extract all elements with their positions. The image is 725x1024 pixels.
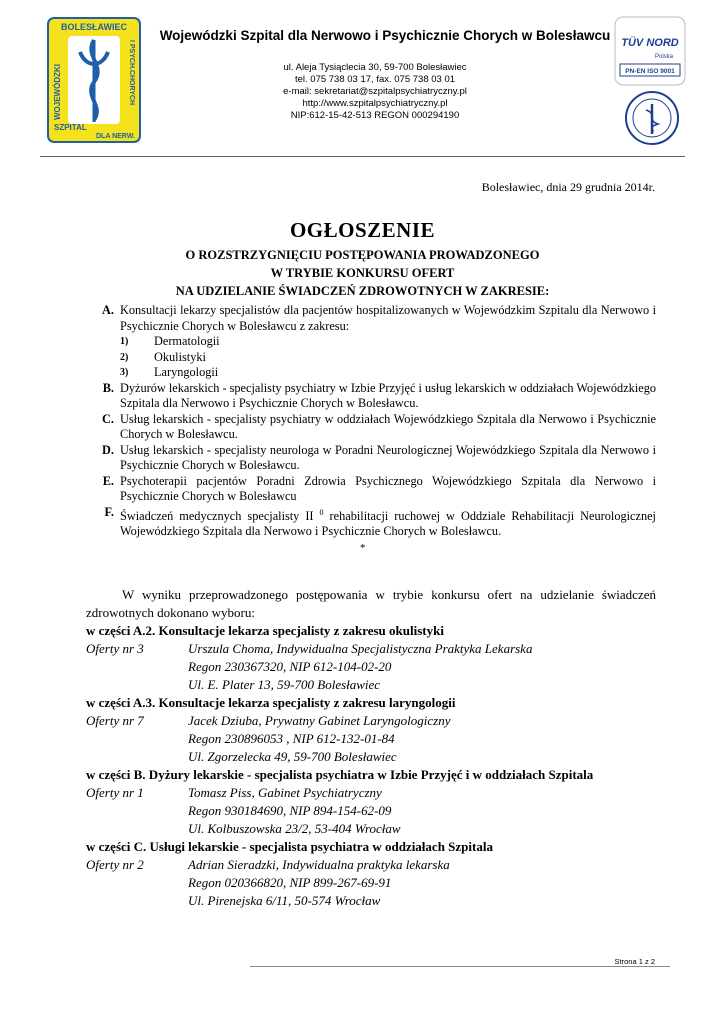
document-title: OGŁOSZENIE (289, 218, 436, 242)
offer-detail: Regon 230896053 , NIP 612-132-01-84 (188, 731, 395, 746)
subitem-text: Dermatologii (154, 334, 220, 348)
offer-detail: Ul. Kolbuszowska 23/2, 53-404 Wrocław (188, 821, 401, 836)
offer-row (86, 640, 656, 658)
logo-text-left: WOJEWÓDZKI (53, 64, 62, 120)
scope-text (120, 505, 656, 540)
scope-text-part: rehabilitacji ruchowej w Oddziale Rehabilitacji Neurologicznej Wojewódzkiego Szpitala dla Nerwowo i Psychicznie Chorych w Bolesławcu. (120, 508, 656, 539)
phone-line: tel. 075 738 03 17, fax. 075 738 03 01 (294, 74, 456, 85)
offer-row (86, 676, 656, 694)
scope-letter: C. (102, 411, 114, 426)
scope-text: Dyżurów lekarskich - specjalisty psychiatry w Izbie Przyjęć i usług lekarskich w oddziałach Wojewódzkiego Szpitala dla Nerwowo i Psychicznie Chorych w Bolesławcu. (120, 380, 656, 410)
scope-letter: A. (102, 303, 114, 317)
logo-text-top: BOLESŁAWIEC (60, 22, 128, 32)
subitem-text: Laryngologii (154, 365, 219, 379)
offer-label: Oferty nr 7 (86, 713, 144, 728)
scope-letter: F. (104, 504, 114, 519)
website-line: http://www.szpitalpsychiatryczny.pl (302, 98, 448, 109)
offer-detail: Tomasz Piss, Gabinet Psychiatryczny (188, 785, 382, 800)
result-heading: w części B. Dyżury lekarskie - specjalista psychiatra w Izbie Przyjęć i w oddziałach Szpitala (86, 767, 594, 782)
offer-detail: Ul. E. Plater 13, 59-700 Bolesławiec (188, 677, 381, 692)
results-section (86, 586, 656, 910)
scope-letter: D. (102, 442, 114, 457)
offer-detail: Ul. Zgorzelecka 49, 59-700 Bolesławiec (188, 749, 397, 764)
logo-text-bottom-left: SZPITAL (54, 123, 87, 132)
separator-star: * (360, 542, 366, 554)
offer-detail: Regon 230367320, NIP 612-104-02-20 (188, 659, 392, 674)
superscript: 0 (319, 507, 324, 517)
scope-item-f (84, 505, 656, 540)
document-date: Bolesławiec, dnia 29 grudnia 2014r. (481, 180, 655, 194)
offer-row (86, 802, 656, 820)
scope-subitem (84, 334, 656, 350)
address-line: ul. Aleja Tysiąclecia 30, 59-700 Bolesławiec (283, 62, 467, 73)
result-heading: w części C. Usługi lekarskie - specjalista psychiatra w oddziałach Szpitala (86, 839, 493, 854)
offer-detail: Adrian Sieradzki, Indywidualna praktyka lekarska (188, 857, 450, 872)
scope-text: Usług lekarskich - specjalisty neurologa w Poradni Neurologicznej Wojewódzkiego Szpitala dla Nerwowo i Psychicznie Chorych w Bolesławcu. (120, 442, 656, 472)
offer-detail: Urszula Choma, Indywidualna Specjalistyczna Praktyka Lekarska (188, 641, 533, 656)
offer-detail: Regon 930184690, NIP 894-154-62-09 (188, 803, 392, 818)
offer-label: Oferty nr 1 (86, 785, 144, 800)
scope-list (84, 303, 656, 540)
subitem-number: 2) (120, 351, 129, 363)
offer-label: Oferty nr 2 (86, 857, 144, 872)
offer-row (86, 874, 656, 892)
header-divider (40, 156, 685, 157)
scope-text: Konsultacji lekarzy specjalistów dla pacjentów hospitalizowanych w Wojewódzkim Szpitalu dla Nerwowo i Psychicznie Chorych w Bolesławcu z zakresu: (120, 303, 656, 333)
offer-spacer (86, 730, 188, 748)
offer-row (86, 712, 656, 730)
email-line: e-mail: sekretariat@szpitalpsychiatryczny.pl (283, 86, 467, 97)
hospital-logo (46, 16, 142, 144)
offer-row (86, 784, 656, 802)
footer-divider (250, 966, 670, 967)
subitem-number: 1) (120, 336, 129, 347)
scope-item-e (84, 474, 656, 505)
badge-standard: PN-EN ISO 9001 (625, 68, 675, 75)
scope-letter: E. (102, 473, 114, 488)
offer-detail: Jacek Dziuba, Prywatny Gabinet Laryngologiczny (188, 713, 451, 728)
scope-subitem (84, 365, 656, 381)
scope-letter: B. (102, 380, 114, 395)
subtitle-line-1: O ROZSTRZYGNIĘCIU POSTĘPOWANIA PROWADZONEGO (185, 248, 540, 262)
intro-paragraph: W wyniku przeprowadzonego postępowania w trybie konkursu ofert na udzielanie świadczeń zdrowotnych dokonano wyboru: (86, 587, 656, 620)
scope-item-d (84, 443, 656, 474)
scope-subitem (84, 350, 656, 366)
offer-row (86, 748, 656, 766)
offer-spacer (86, 892, 188, 910)
offer-spacer (86, 802, 188, 820)
scope-text: Usług lekarskich - specjalisty psychiatry w oddziałach Wojewódzkiego Szpitala dla Nerwowo i Psychicznie Chorych w Bolesławcu. (120, 411, 656, 441)
offer-detail: Ul. Pirenejska 6/11, 50-574 Wrocław (188, 893, 381, 908)
result-heading: w części A.2. Konsultacje lekarza specjalisty z zakresu okulistyki (86, 623, 444, 638)
subitem-number: 3) (120, 367, 129, 378)
hospital-address (200, 62, 550, 122)
logo-text-right: I PSYCH.CHORYCH (128, 40, 135, 106)
offer-row (86, 820, 656, 838)
offer-label: Oferty nr 3 (86, 641, 144, 656)
offer-row (86, 892, 656, 910)
badge-country: Polska (654, 54, 674, 60)
offer-row (86, 658, 656, 676)
medical-seal (624, 90, 680, 146)
scope-item-b (84, 381, 656, 412)
scope-text-part: Świadczeń medycznych specjalisty II (120, 508, 320, 523)
badge-brand: TÜV NORD (621, 37, 679, 49)
subitem-text: Okulistyki (154, 349, 206, 364)
offer-spacer (86, 748, 188, 766)
scope-item-a (84, 303, 656, 334)
offer-detail: Regon 020366820, NIP 899-267-69-91 (188, 875, 392, 890)
nip-regon-line: NIP:612-15-42-513 REGON 000294190 (290, 110, 460, 121)
offer-spacer (86, 658, 188, 676)
offer-spacer (86, 874, 188, 892)
scope-item-c (84, 412, 656, 443)
offer-row (86, 730, 656, 748)
result-heading: w części A.3. Konsultacje lekarza specjalisty z zakresu laryngologii (86, 695, 456, 710)
scope-text: Psychoterapii pacjentów Poradni Zdrowia Psychicznego Wojewódzkiego Szpitala dla Nerwowo i Psychicznie Chorych w Bolesławcu (120, 473, 656, 503)
tuv-nord-badge (614, 16, 686, 86)
hospital-name: Wojewódzki Szpital dla Nerwowo i Psychicznie Chorych w Bolesławcu (159, 28, 611, 43)
logo-text-bottom-right: DLA NERW. (96, 133, 135, 140)
subtitle-line-3: NA UDZIELANIE ŚWIADCZEŃ ZDROWOTNYCH W ZAKRESIE: (175, 284, 550, 298)
offer-spacer (86, 676, 188, 694)
offer-spacer (86, 820, 188, 838)
offer-row (86, 856, 656, 874)
page-number: Strona 1 z 2 (614, 957, 655, 966)
subtitle-line-2: W TRYBIE KONKURSU OFERT (270, 266, 455, 280)
